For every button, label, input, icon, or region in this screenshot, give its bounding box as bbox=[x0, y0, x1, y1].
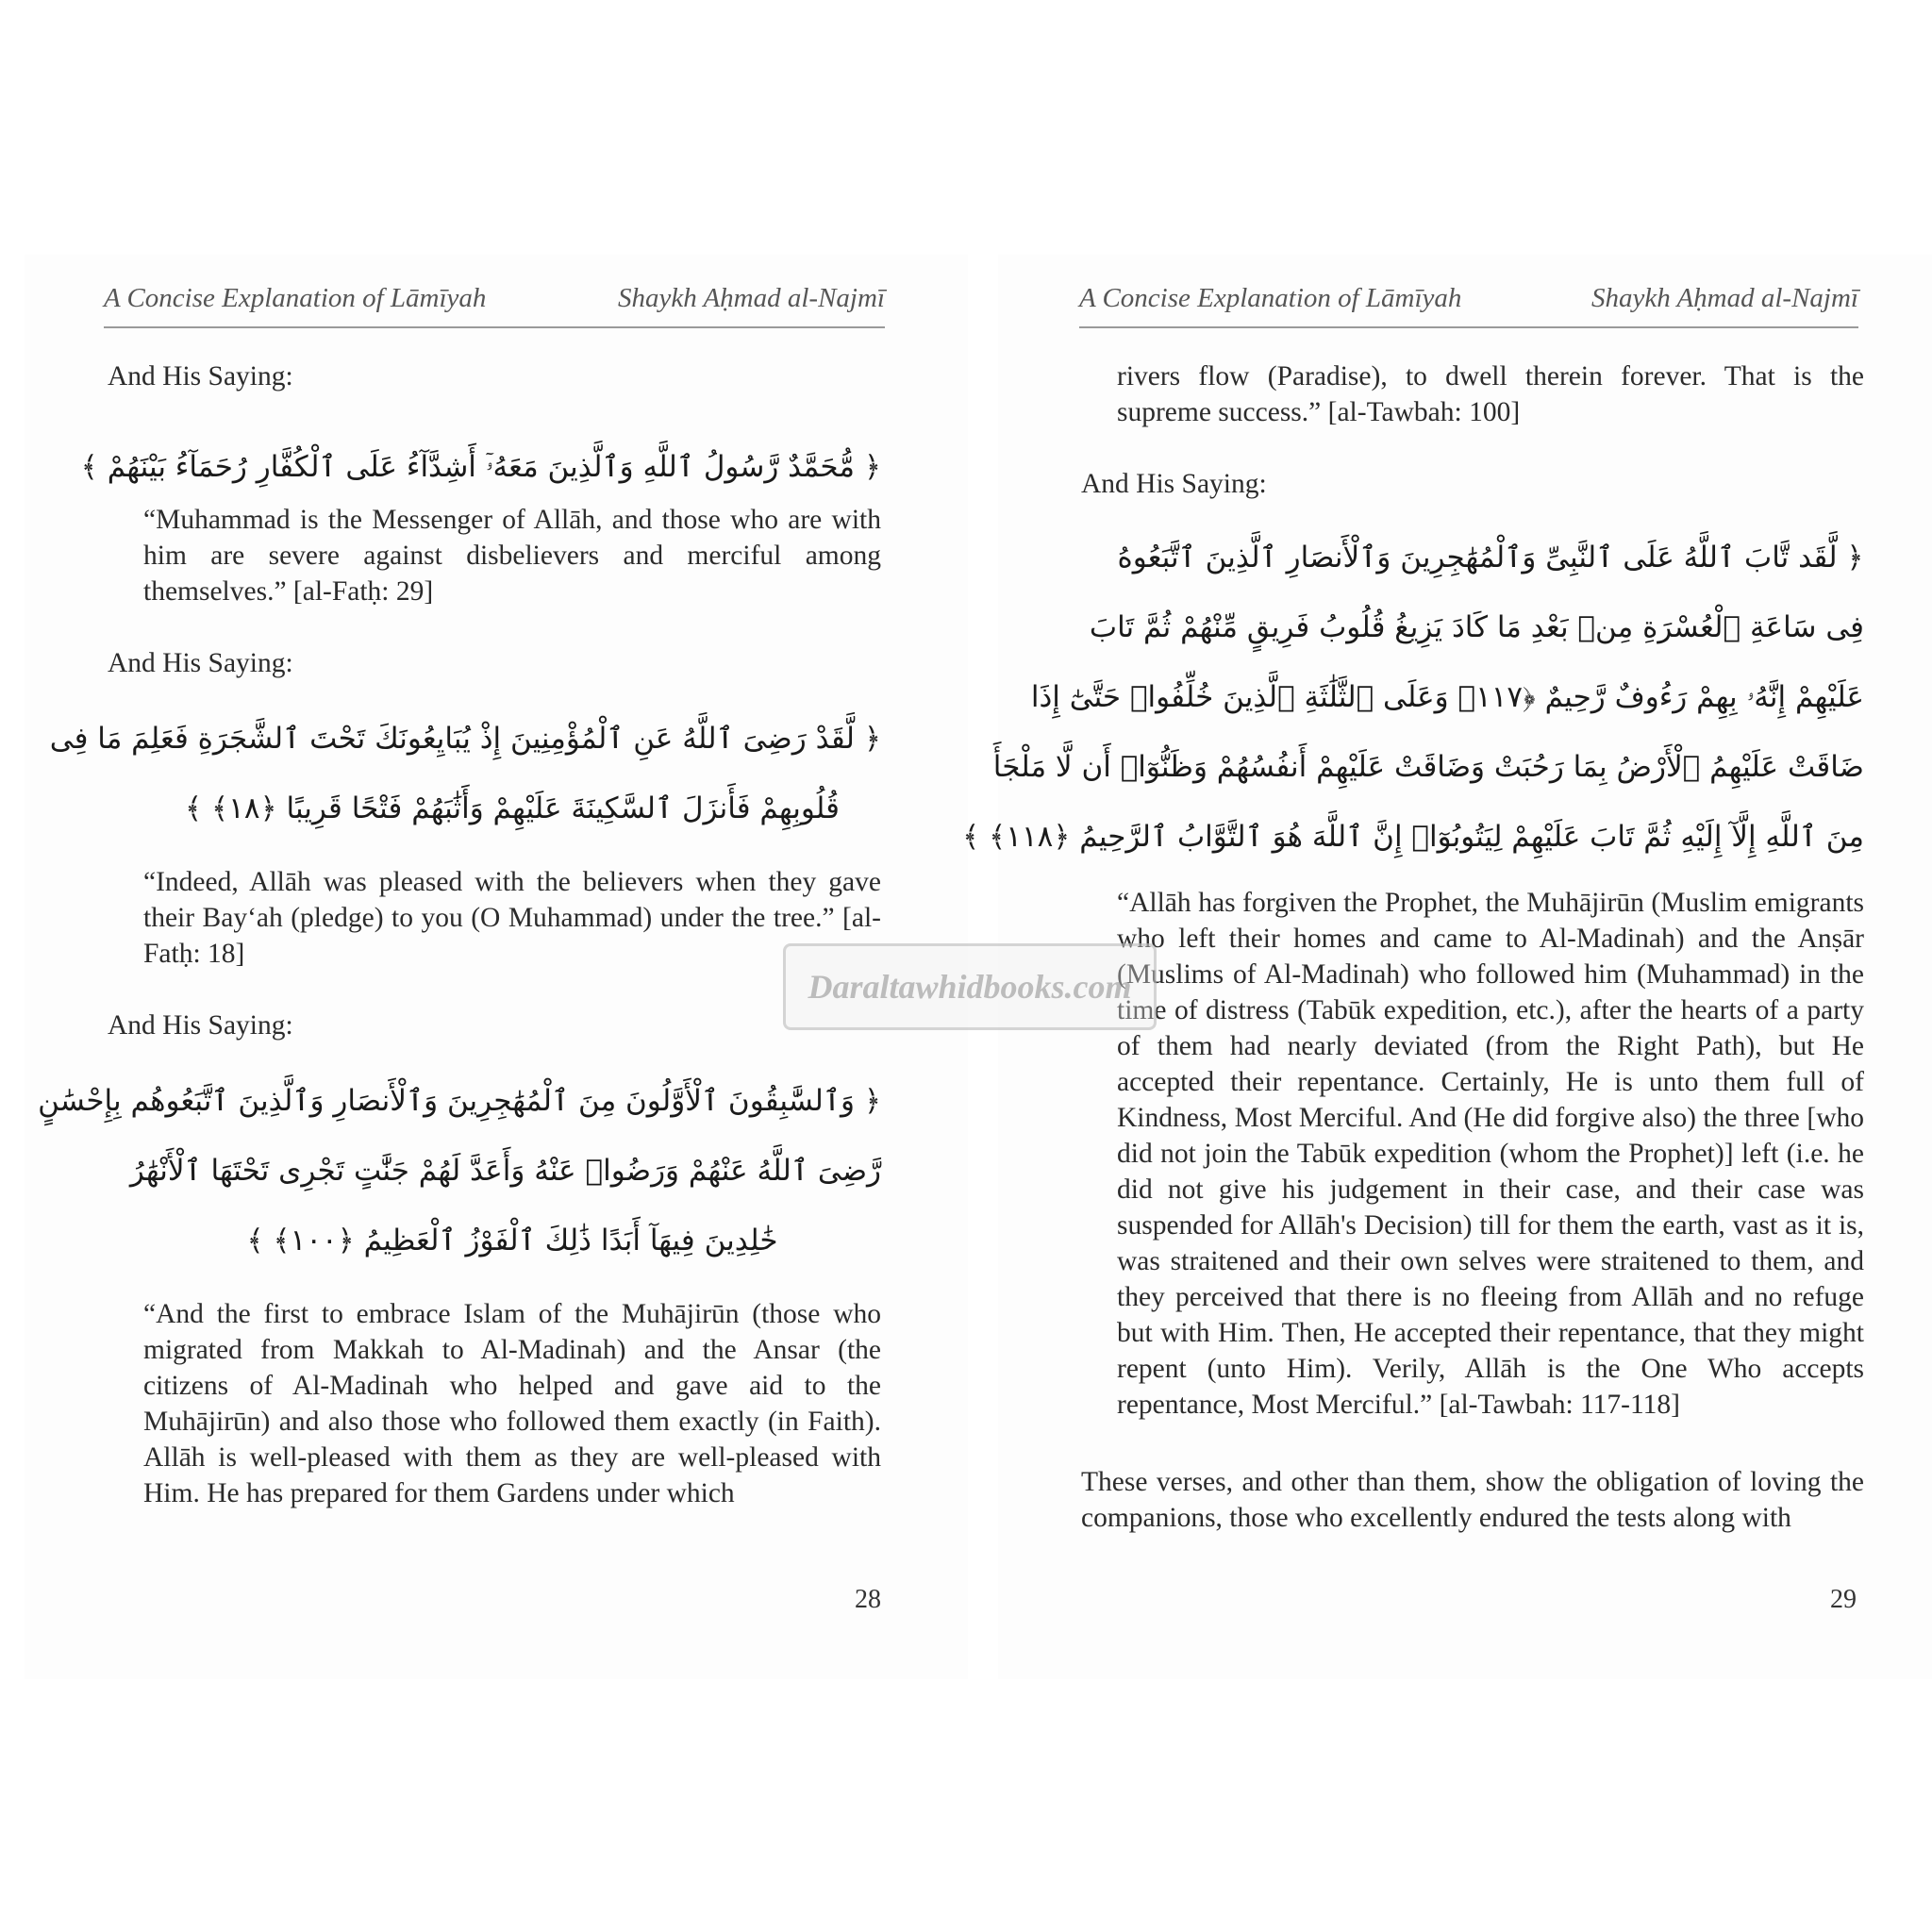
arabic-verse-line: ﴿ مُّحَمَّدٌ رَّسُولُ ٱللَّهِ وَٱلَّذِينَ مَعَهُۥٓ أَشِدَّآءُ عَلَى ٱلْكُفَّارِ رُحَمَآءُ بَيْنَهُمْ ﴾ bbox=[80, 450, 881, 484]
section-heading: And His Saying: bbox=[108, 1010, 293, 1041]
section-heading: And His Saying: bbox=[108, 361, 293, 391]
arabic-verse-line: فِى سَاعَةِ ٱلْعُسْرَةِ مِنۢ بَعْدِ مَا كَادَ يَزِيغُ قُلُوبُ فَرِيقٍ مِّنْهُمْ ثُمَّ تَابَ bbox=[1089, 610, 1864, 644]
verse-translation-continued: rivers flow (Paradise), to dwell therein forever. That is the supreme success.” [al-Tawbah: 100] bbox=[1117, 361, 1864, 427]
arabic-verse-line: ﴿ وَٱلسَّٰبِقُونَ ٱلْأَوَّلُونَ مِنَ ٱلْمُهَٰجِرِينَ وَٱلْأَنصَارِ وَٱلَّذِينَ ٱتَّبَعُوهُم بِإِحْسَٰنٍ bbox=[38, 1084, 881, 1118]
author-name: Shaykh Aḥmad al-Najmī bbox=[618, 282, 885, 313]
author-name: Shaykh Aḥmad al-Najmī bbox=[1591, 282, 1858, 313]
arabic-verse-line: خَٰلِدِينَ فِيهَآ أَبَدًا ذَٰلِكَ ٱلْفَوْزُ ٱلْعَظِيمُ ﴿١٠٠﴾ ﴾ bbox=[246, 1224, 778, 1257]
arabic-verse bbox=[80, 432, 881, 502]
arabic-verse-line: مِنَ ٱللَّهِ إِلَّآ إِلَيْهِ ثُمَّ تَابَ عَلَيْهِمْ لِيَتُوبُوٓا۟ إِنَّ ٱللَّهَ هُوَ ٱلتَّوَّابُ ٱلرَّحِيمُ ﴿١١٨﴾ ﴾ bbox=[962, 820, 1864, 854]
page-body bbox=[38, 358, 881, 1511]
section-heading: And His Saying: bbox=[108, 648, 293, 678]
arabic-verse-line: ضَاقَتْ عَلَيْهِمُ ٱلْأَرْضُ بِمَا رَحُبَتْ وَضَاقَتْ عَلَيْهِمْ أَنفُسُهُمْ وَظَنُّوٓا۟ أَن لَّا مَلْجَأَ bbox=[992, 750, 1864, 784]
arabic-verse-line: عَلَيْهِمْ إِنَّهُۥ بِهِمْ رَءُوفٌ رَّحِيمٌ ﴿١١٧﴾ وَعَلَى ٱلثَّلَٰثَةِ ٱلَّذِينَ خُلِّفُوا۟ حَتَّىٰٓ إِذَا bbox=[1030, 680, 1864, 714]
body-paragraph: These verses, and other than them, show the obligation of loving the companions, those who excellently endured the tests along with bbox=[1081, 1467, 1864, 1533]
arabic-verse bbox=[962, 523, 1864, 872]
running-header bbox=[104, 270, 885, 328]
page-number: 29 bbox=[1830, 1585, 1857, 1614]
book-title: A Concise Explanation of Lāmīyah bbox=[104, 282, 487, 313]
book-title: A Concise Explanation of Lāmīyah bbox=[1079, 282, 1462, 313]
section-heading: And His Saying: bbox=[1081, 469, 1267, 499]
verse-translation: “Allāh has forgiven the Prophet, the Muhājirūn (Muslim emigrants who left their homes and came to Al-Madinah) and the Anṣār (Muslims of Al-Madinah) who followed him (Muhammad) in the time of distress (Tabūk expedition, etc.), after the hearts of a party of them had nearly deviated (from the Right Path), but He accepted their repentance. Certainly, He is unto them full of Kindness, Most Merciful. And (He did forgive also) the three [who did not join the Tabūk expedition (whom the Prophet)] left (i.e. he did not give his judgement in their case, and their case was suspended for Allāh's Decision) till for them the earth, vast as it is, was straitened and their own selves were straitened to them, and they perceived that there is no fleeing from Allāh and no refuge but with Him. Then, He accepted their repentance, that they might repent (unto Him). Verily, Allāh is the One Who accepts repentance, Most Merciful.” [al-Tawbah: 117-118] bbox=[1117, 888, 1864, 1420]
arabic-verse bbox=[38, 1066, 881, 1275]
arabic-verse-line: رَّضِىَ ٱللَّهُ عَنْهُمْ وَرَضُوا۟ عَنْهُ وَأَعَدَّ لَهُمْ جَنَّٰتٍ تَجْرِى تَحْتَهَا ٱلْأَنْهَٰرُ bbox=[129, 1154, 881, 1188]
verse-translation: “And the first to embrace Islam of the Muhājirūn (those who migrated from Makkah to Al-Madinah) and the Ansar (the citizens of Al-Madinah who helped and gave aid to the Muhājirūn) and also those who followed them exactly (in Faith). Allāh is well-pleased with them as they are well-pleased with Him. He has prepared for them Gardens under which bbox=[143, 1299, 881, 1508]
arabic-verse-line: ﴿ لَّقَد تَّابَ ٱللَّهُ عَلَى ٱلنَّبِىِّ وَٱلْمُهَٰجِرِينَ وَٱلْأَنصَارِ ٱلَّذِينَ ٱتَّبَعُوهُ bbox=[1117, 541, 1864, 575]
running-header bbox=[1079, 270, 1858, 328]
page-number: 28 bbox=[855, 1585, 881, 1614]
arabic-verse-line: قُلُوبِهِمْ فَأَنزَلَ ٱلسَّكِينَةَ عَلَيْهِمْ وَأَثَٰبَهُمْ فَتْحًا قَرِيبًا ﴿١٨﴾ ﴾ bbox=[184, 791, 841, 825]
verse-translation: “Indeed, Allāh was pleased with the believers when they gave their Bay‘ah (pledge) to you (O Muhammad) under the tree.” [al-Fatḥ: 18] bbox=[143, 867, 881, 969]
arabic-verse-line: ﴿ لَّقَدْ رَضِىَ ٱللَّهُ عَنِ ٱلْمُؤْمِنِينَ إِذْ يُبَايِعُونَكَ تَحْتَ ٱلشَّجَرَةِ فَعَلِمَ مَا فِى bbox=[49, 722, 881, 756]
watermark: Daraltawhidbooks.com bbox=[783, 943, 1157, 1030]
arabic-verse bbox=[49, 704, 881, 843]
verse-translation: “Muhammad is the Messenger of Allāh, and those who are with him are severe against disbelievers and merciful among themselves.” [al-Fatḥ: 29] bbox=[143, 505, 881, 607]
